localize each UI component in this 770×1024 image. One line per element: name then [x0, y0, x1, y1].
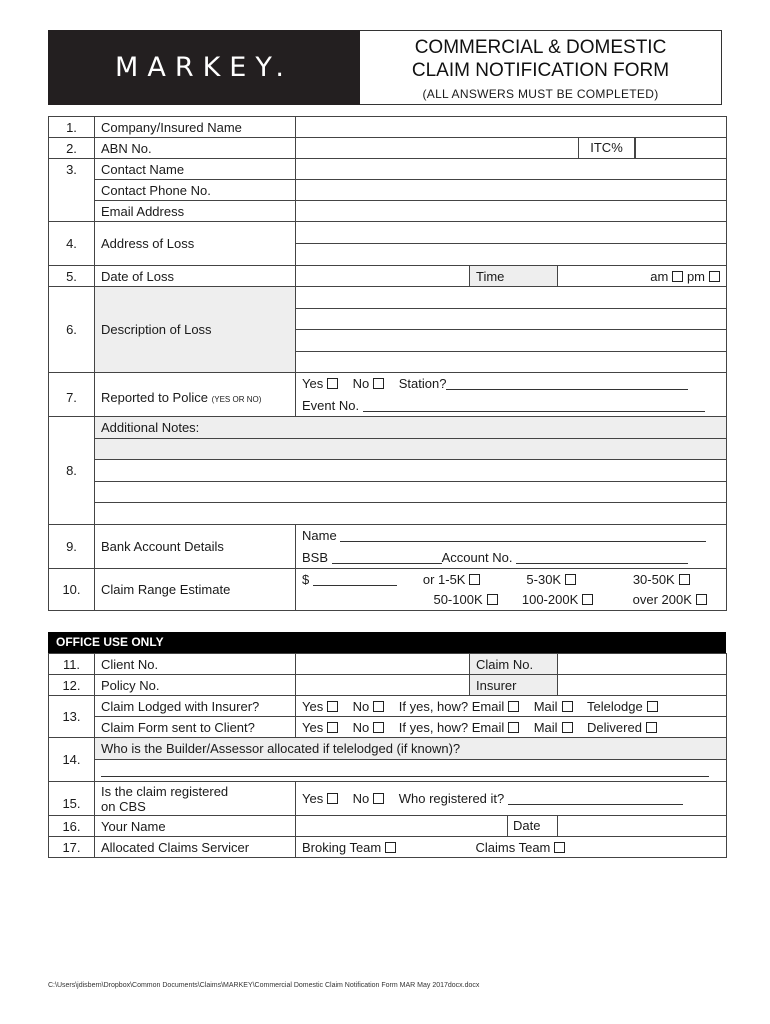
claims-team-checkbox[interactable]	[554, 842, 565, 853]
claim-lodged-answer: Yes No If yes, how? Email Mail Telelodge	[296, 696, 727, 717]
row-number: 10.	[49, 569, 95, 611]
pm-checkbox[interactable]	[709, 271, 720, 282]
lodged-email-checkbox[interactable]	[508, 701, 519, 712]
time-label: Time	[470, 266, 558, 287]
event-no-label: Event No.	[302, 397, 360, 413]
police-answer	[296, 373, 727, 395]
range-label: or 1-5K	[422, 571, 466, 587]
claim-no-field[interactable]	[558, 654, 727, 675]
cbs-no-checkbox[interactable]	[373, 793, 384, 804]
email-label: Email Address	[95, 201, 296, 222]
station-field[interactable]	[446, 378, 688, 390]
additional-notes-field-1[interactable]	[95, 438, 727, 460]
description-field-1[interactable]	[296, 287, 727, 309]
range-label: 100-200K	[521, 592, 579, 608]
date-of-loss-label: Date of Loss	[95, 266, 296, 287]
lodged-mail-checkbox[interactable]	[562, 701, 573, 712]
itc-label: ITC%	[578, 138, 635, 158]
claim-no-label: Claim No.	[470, 654, 558, 675]
claim-range-label: Claim Range Estimate	[95, 569, 296, 611]
account-name-field[interactable]	[340, 530, 706, 542]
insurer-label: Insurer	[470, 675, 558, 696]
claims-servicer-answer: Broking Team Claims Team	[296, 837, 727, 858]
police-yes-no-hint: (YES OR NO)	[211, 395, 262, 404]
policy-no-label: Policy No.	[95, 675, 296, 696]
row-number: 5.	[49, 266, 95, 287]
who-registered-field[interactable]	[508, 793, 683, 805]
row-number: 7.	[49, 373, 95, 417]
claim-form-sent-label: Claim Form sent to Client?	[95, 717, 296, 738]
additional-notes-field-2[interactable]	[95, 460, 727, 482]
row-number: 6.	[49, 287, 95, 373]
additional-notes-label: Additional Notes:	[95, 417, 727, 439]
date-field[interactable]	[558, 816, 727, 837]
range-50-100k-checkbox[interactable]	[487, 594, 498, 605]
yes-label: Yes	[302, 376, 324, 392]
logo-box	[48, 30, 360, 105]
company-name-field[interactable]	[296, 117, 727, 138]
additional-notes-field-4[interactable]	[95, 503, 727, 525]
row-number: 11.	[49, 654, 95, 675]
client-no-field[interactable]	[296, 654, 470, 675]
claim-details-table	[48, 116, 727, 611]
description-label: Description of Loss	[95, 287, 296, 373]
your-name-field[interactable]	[296, 816, 558, 837]
client-no-label: Client No.	[95, 654, 296, 675]
claim-lodged-label: Claim Lodged with Insurer?	[95, 696, 296, 717]
policy-no-field[interactable]	[296, 675, 470, 696]
range-label: 30-50K	[632, 571, 675, 587]
account-no-field[interactable]	[516, 552, 688, 564]
range-label: 5-30K	[526, 571, 562, 587]
bank-account-label: Bank Account Details	[95, 525, 296, 569]
form-subtitle: (ALL ANSWERS MUST BE COMPLETED)	[422, 87, 659, 101]
range-over-200k-checkbox[interactable]	[696, 594, 707, 605]
itc-field[interactable]	[636, 138, 727, 159]
cbs-registered-label: Is the claim registered on CBS	[95, 782, 296, 816]
range-5-30k-checkbox[interactable]	[565, 574, 576, 585]
station-label: Station?	[398, 376, 447, 392]
description-field-3[interactable]	[296, 330, 727, 352]
range-1-5k-checkbox[interactable]	[469, 574, 480, 585]
company-name-label: Company/Insured Name	[95, 117, 296, 138]
claims-servicer-label: Allocated Claims Servicer	[95, 837, 296, 858]
am-label: am	[650, 268, 669, 284]
range-label: 50-100K	[433, 592, 483, 608]
row-number: 2.	[49, 138, 95, 159]
no-label: No	[352, 376, 370, 392]
abn-label: ABN No.	[95, 138, 296, 159]
row-number: 16.	[49, 816, 95, 837]
description-field-2[interactable]	[296, 308, 727, 330]
row-number: 12.	[49, 675, 95, 696]
address-field-2[interactable]	[296, 244, 727, 266]
sent-email-checkbox[interactable]	[508, 722, 519, 733]
claim-form-sent-answer: Yes No If yes, how? Email Mail Delivered	[296, 717, 727, 738]
contact-phone-field[interactable]	[296, 180, 727, 201]
broking-team-checkbox[interactable]	[385, 842, 396, 853]
office-use-table	[48, 653, 727, 858]
row-number: 4.	[49, 222, 95, 266]
dollar-label: $	[302, 571, 310, 587]
cbs-yes-checkbox[interactable]	[327, 793, 338, 804]
form-title-line1: COMMERCIAL & DOMESTIC	[414, 37, 667, 58]
email-field[interactable]	[296, 201, 727, 222]
additional-notes-field-3[interactable]	[95, 481, 727, 503]
police-report-label: Reported to Police (YES OR NO)	[95, 373, 296, 417]
builder-assessor-label: Who is the Builder/Assessor allocated if telelodged (if known)?	[95, 738, 727, 760]
row-number: 8.	[49, 417, 95, 525]
sent-mail-checkbox[interactable]	[562, 722, 573, 733]
time-field[interactable]	[558, 266, 727, 287]
builder-assessor-field[interactable]	[101, 765, 709, 777]
range-100-200k-checkbox[interactable]	[582, 594, 593, 605]
estimate-field[interactable]	[313, 574, 397, 586]
lodged-telelodge-checkbox[interactable]	[647, 701, 658, 712]
date-label: Date	[507, 816, 557, 836]
contact-phone-label: Contact Phone No.	[95, 180, 296, 201]
bsb-label: BSB	[302, 549, 329, 565]
account-name-label: Name	[302, 528, 337, 544]
office-use-heading: OFFICE USE ONLY	[48, 632, 726, 653]
sent-delivered-checkbox[interactable]	[646, 722, 657, 733]
row-number: 9.	[49, 525, 95, 569]
cbs-registered-answer: Yes No Who registered it?	[296, 782, 727, 816]
lodged-yes-checkbox[interactable]	[327, 701, 338, 712]
address-field-1[interactable]	[296, 222, 727, 244]
date-of-loss-field[interactable]	[296, 266, 470, 287]
abn-field[interactable]	[296, 138, 636, 159]
address-of-loss-label: Address of Loss	[95, 222, 296, 266]
row-number: 17.	[49, 837, 95, 858]
account-no-label: Account No.	[441, 549, 513, 565]
form-title-line2: CLAIM NOTIFICATION FORM	[411, 60, 670, 81]
row-number: 13.	[49, 696, 95, 738]
form-title-box	[360, 30, 722, 105]
description-field-4[interactable]	[296, 351, 727, 373]
contact-name-label: Contact Name	[95, 159, 296, 180]
markey-logo: MARKEY.	[115, 52, 293, 83]
range-30-50k-checkbox[interactable]	[679, 574, 690, 585]
bsb-field[interactable]	[332, 552, 442, 564]
row-number: 1.	[49, 117, 95, 138]
row-number: 15.	[49, 782, 95, 816]
lodged-no-checkbox[interactable]	[373, 701, 384, 712]
am-checkbox[interactable]	[672, 271, 683, 282]
row-number: 3.	[49, 159, 95, 180]
sent-no-checkbox[interactable]	[373, 722, 384, 733]
police-yes-checkbox[interactable]	[327, 378, 338, 389]
file-path-footer: C:\Users\jdisbern\Dropbox\Common Documents\Claims\MARKEY\Commercial Domestic Claim Notification Form MAR May 2017docx.docx	[48, 982, 480, 989]
contact-name-field[interactable]	[296, 159, 727, 180]
insurer-field[interactable]	[558, 675, 727, 696]
sent-yes-checkbox[interactable]	[327, 722, 338, 733]
police-no-checkbox[interactable]	[373, 378, 384, 389]
row-number: 14.	[49, 738, 95, 782]
pm-label: pm	[686, 268, 705, 284]
your-name-label: Your Name	[95, 816, 296, 837]
range-label: over 200K	[632, 592, 692, 608]
event-no-field[interactable]	[363, 400, 705, 412]
